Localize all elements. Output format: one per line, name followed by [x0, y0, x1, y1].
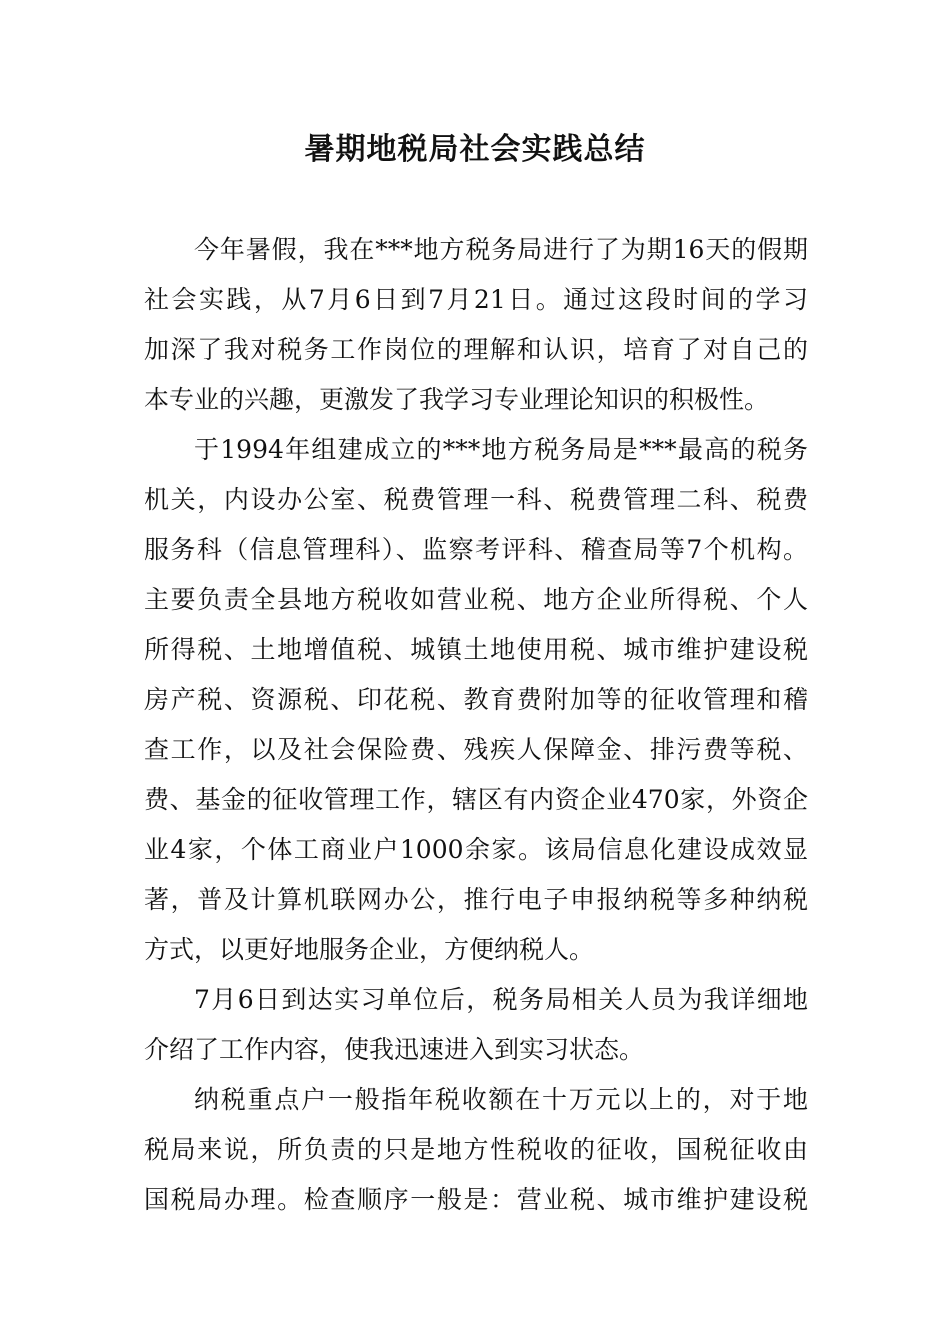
paragraph-line: 加深了我对税务工作岗位的理解和认识，培育了对自己的 — [144, 335, 808, 364]
paragraph-line: 税局来说，所负责的只是地方性税收的征收，国税征收由 — [144, 1135, 808, 1164]
paragraph-line: 纳税重点户一般指年税收额在十万元以上的，对于地 — [194, 1085, 808, 1114]
paragraph-line: 于1994年组建成立的***地方税务局是***最高的税务 — [194, 435, 808, 464]
paragraph-line: 7月6日到达实习单位后，税务局相关人员为我详细地 — [194, 985, 808, 1014]
paragraph-line: 费、基金的征收管理工作，辖区有内资企业470家，外资企 — [144, 785, 808, 814]
document-body — [144, 225, 808, 1225]
paragraph-line: 房产税、资源税、印花税、教育费附加等的征收管理和稽 — [144, 685, 808, 714]
paragraph-line: 著，普及计算机联网办公，推行电子申报纳税等多种纳税 — [144, 885, 808, 914]
paragraph-line: 主要负责全县地方税收如营业税、地方企业所得税、个人 — [144, 585, 808, 614]
paragraph-line: 服务科（信息管理科）、监察考评科、稽查局等7个机构。 — [144, 535, 808, 564]
page-title: 暑期地税局社会实践总结 — [304, 132, 646, 167]
paragraph-line: 方式，以更好地服务企业，方便纳税人。 — [144, 935, 595, 964]
paragraph-line: 机关，内设办公室、税费管理一科、税费管理二科、税费 — [144, 485, 808, 514]
paragraph-line: 社会实践，从7月6日到7月21日。通过这段时间的学习 — [144, 285, 808, 314]
paragraph-line: 业4家，个体工商业户1000余家。该局信息化建设成效显 — [144, 835, 808, 864]
paragraph-line: 本专业的兴趣，更激发了我学习专业理论知识的积极性。 — [144, 385, 770, 414]
paragraph-line: 国税局办理。检查顺序一般是：营业税、城市维护建设税 — [144, 1185, 808, 1214]
paragraph-line: 所得税、土地增值税、城镇土地使用税、城市维护建设税 — [144, 635, 808, 664]
paragraph-line: 查工作，以及社会保险费、残疾人保障金、排污费等税、 — [144, 735, 808, 764]
paragraph-line: 介绍了工作内容，使我迅速进入到实习状态。 — [144, 1035, 645, 1064]
paragraph-line: 今年暑假，我在***地方税务局进行了为期16天的假期 — [194, 235, 808, 264]
